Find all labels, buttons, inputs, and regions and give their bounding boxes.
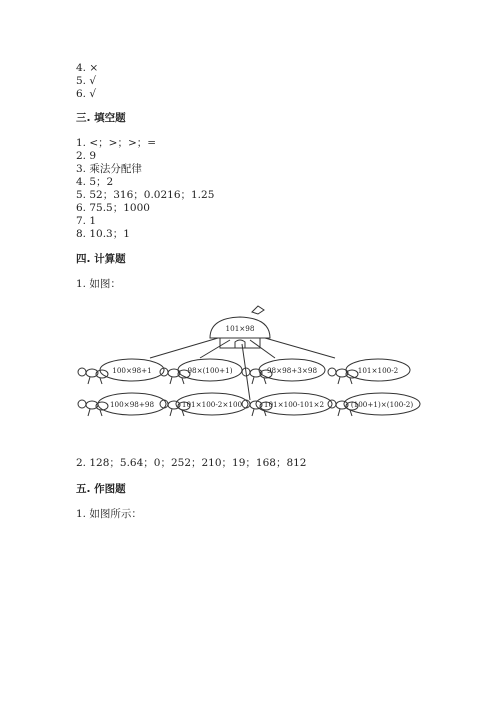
fill-answer-1: 1. <；>；>；= xyxy=(76,137,157,149)
expression-row1-2: 98×(100+1) xyxy=(187,366,233,375)
fill-answer-8: 8. 10.3；1 xyxy=(76,228,130,240)
expression-row2-4: (100+1)×(100-2) xyxy=(350,400,414,409)
ant-icon-row1-1 xyxy=(78,368,108,384)
judgement-answer-6: 6. √ xyxy=(76,88,97,100)
fill-answer-3: 3. 乘法分配律 xyxy=(76,163,142,175)
fill-answer-2: 2. 9 xyxy=(76,150,97,162)
center-expression: 101×98 xyxy=(225,324,255,333)
expression-row2-1: 100×98+98 xyxy=(109,400,155,409)
ant-icon-row1-4 xyxy=(328,368,358,384)
mushroom-ant-diagram xyxy=(70,300,430,445)
fill-answer-5: 5. 52；316；0.0216；1.25 xyxy=(76,189,215,201)
fill-answer-7: 7. 1 xyxy=(76,215,97,227)
section-4-title: 四. 计算题 xyxy=(76,253,126,265)
calc-question-1-label: 1. 如图： xyxy=(76,278,121,290)
fill-answer-6: 6. 75.5；1000 xyxy=(76,202,150,214)
calc-question-2-answers: 2. 128；5.64；0；252；210；19；168；812 xyxy=(76,457,307,469)
expression-row2-3: 101×100-101×2 xyxy=(263,400,325,409)
expression-row2-2: 101×100-2×100 xyxy=(181,400,243,409)
expression-row1-1: 100×98+1 xyxy=(112,366,152,375)
expression-row1-4: 101×100-2 xyxy=(357,366,399,375)
section-3-title: 三. 填空题 xyxy=(76,112,126,124)
ant-icon-row2-1 xyxy=(78,400,108,416)
draw-question-1-label: 1. 如图所示： xyxy=(76,508,142,520)
judgement-answer-5: 5. √ xyxy=(76,75,97,87)
section-5-title: 五. 作图题 xyxy=(76,483,126,495)
fill-answer-4: 4. 5；2 xyxy=(76,176,114,188)
judgement-answer-4: 4. × xyxy=(76,62,99,74)
ant-icon-row1-2 xyxy=(160,368,190,384)
expression-row1-3: 98×98+3×98 xyxy=(266,366,318,375)
